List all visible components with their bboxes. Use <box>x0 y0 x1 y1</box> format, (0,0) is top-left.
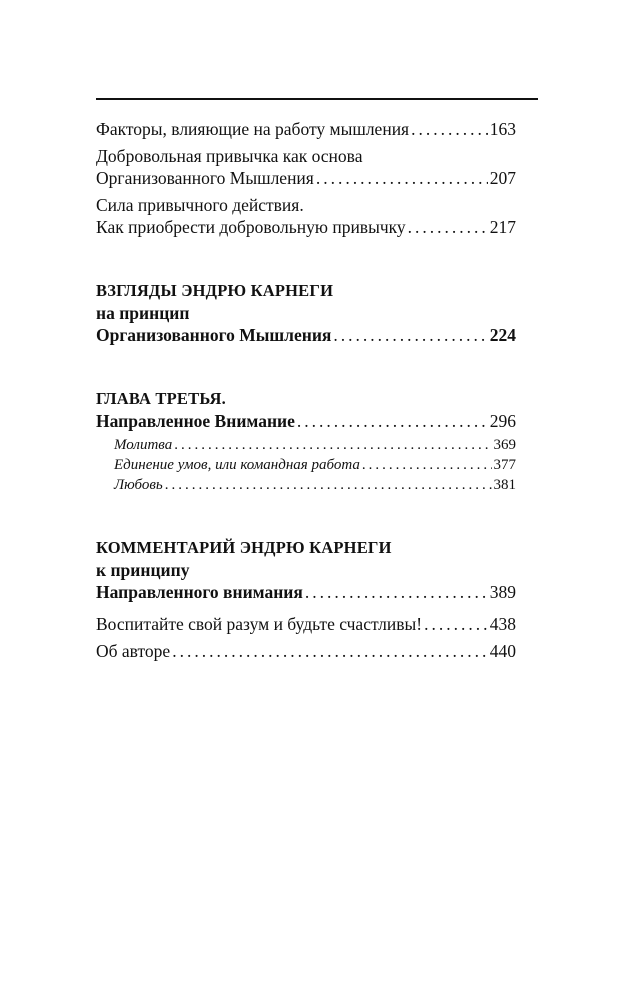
section-heading: ВЗГЛЯДЫ ЭНДРЮ КАРНЕГИ <box>96 281 334 300</box>
toc-entry-factors <box>96 118 516 140</box>
toc-entry-text: Любовь <box>114 477 163 493</box>
toc-entry-text: Как приобрести добровольную привычку <box>96 217 406 237</box>
section-heading: КОММЕНТАРИЙ ЭНДРЮ КАРНЕГИ <box>96 538 392 557</box>
toc-page-number: 389 <box>489 582 516 602</box>
toc-page-number: 369 <box>493 437 516 453</box>
leader-dots <box>424 613 488 635</box>
section-subheading: на принцип <box>96 303 190 323</box>
toc-entry-text: Направленного внимания <box>96 582 303 602</box>
leader-dots <box>408 216 488 238</box>
leader-dots <box>297 410 488 432</box>
toc-entry-text: Об авторе <box>96 641 171 661</box>
leader-dots <box>172 640 488 662</box>
leader-dots <box>316 167 488 189</box>
toc-entry-text: Направленное Внимание <box>96 411 295 431</box>
toc-entry-directed-attention-principle <box>96 581 516 603</box>
toc-page-number: 381 <box>493 477 516 493</box>
toc-entry-text: Единение умов, или командная работа <box>114 457 360 473</box>
toc-entry-organized-thinking <box>96 324 516 346</box>
toc-page-number: 163 <box>489 119 516 139</box>
leader-dots <box>411 118 488 140</box>
toc-subentry-prayer <box>96 435 516 455</box>
toc-entry-text: Воспитайте свой разум и будьте счастливы! <box>96 614 423 634</box>
section-subheading: к принципу <box>96 560 190 580</box>
toc-page-number: 296 <box>489 411 516 431</box>
toc-page-number: 440 <box>489 641 516 661</box>
toc-entry-about-author <box>96 640 516 662</box>
leader-dots <box>362 455 492 475</box>
toc-entry-text: Добровольная привычка как основа <box>96 146 363 166</box>
toc-subentry-mastermind <box>96 455 516 475</box>
toc-entry-text: Молитва <box>114 437 173 453</box>
toc-entry-educate-mind <box>96 613 516 635</box>
toc-entry-text: Факторы, влияющие на работу мышления <box>96 119 410 139</box>
leader-dots <box>174 435 491 455</box>
leader-dots <box>165 475 492 495</box>
toc-page-number: 377 <box>493 457 516 473</box>
toc-entry-directed-attention <box>96 410 516 432</box>
toc-entry-text: Сила привычного действия. <box>96 195 304 215</box>
chapter-heading: ГЛАВА ТРЕТЬЯ. <box>96 389 226 408</box>
toc-page-number: 438 <box>489 614 516 634</box>
toc-page-number: 217 <box>489 217 516 237</box>
toc-entry-text: Организованного Мышления <box>96 168 314 188</box>
leader-dots <box>305 581 488 603</box>
toc-entry-text: Организованного Мышления <box>96 325 332 345</box>
toc-page <box>96 98 538 662</box>
top-rule <box>96 98 538 100</box>
toc-page-number: 224 <box>489 325 516 345</box>
toc-subentry-love <box>96 475 516 495</box>
toc-entry-voluntary-habit <box>96 145 516 189</box>
toc-page-number: 207 <box>489 168 516 188</box>
toc-entry-habit-force <box>96 194 516 238</box>
leader-dots <box>333 324 487 346</box>
